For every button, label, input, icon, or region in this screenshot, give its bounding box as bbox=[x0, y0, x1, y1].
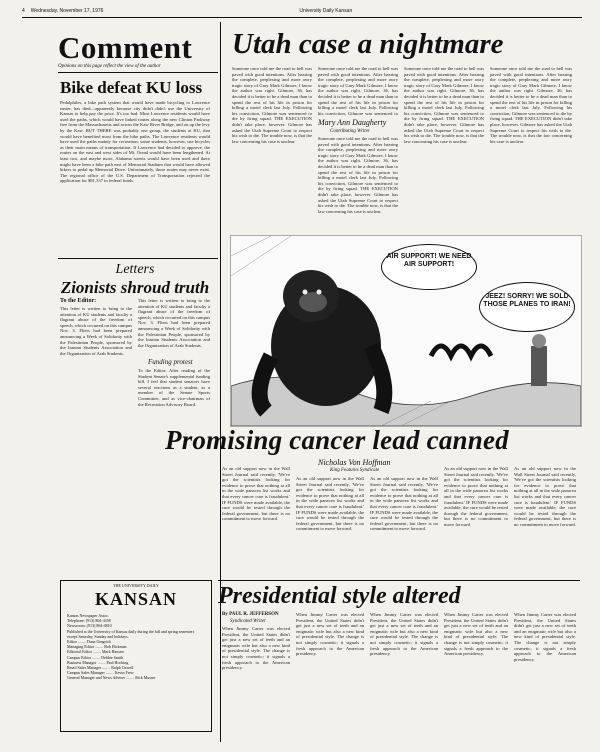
utah-byline: Mary Ann Daugherty bbox=[318, 118, 387, 127]
cancer-body-col1: As an old support now in the Wall Street Journal said recently, 'We've got the scientists looking for evidence to prove that nothing at all in the wide panacea list works and that every cancer cure is fraudulent.' IF FUNDS were made available, the cure would be tested through the federal government, but there is no commitment to move forward. bbox=[222, 466, 290, 522]
utah-headline: Utah case a nightmare bbox=[232, 28, 504, 60]
speech-bubble-right: JEEZ! SORRY! WE SOLD THOSE PLANES TO IRAN! bbox=[479, 282, 575, 332]
presidential-headline: Presidential style altered bbox=[218, 583, 461, 609]
page-number: 4 bbox=[22, 8, 25, 14]
zionists-headline: Zionists shroud truth bbox=[60, 278, 210, 297]
pres-rule bbox=[218, 580, 580, 581]
masthead-staff-line: Managing Editor ........ Bob Hickman bbox=[67, 644, 127, 650]
opinion-note: Opinions on this page reflect the view of the author bbox=[58, 64, 161, 69]
cancer-byline: Nicholas Von Hoffman bbox=[318, 458, 391, 467]
letters-body-col1: This letter is written to bring to the attention of KU students and faculty a flagrant abuse of the freedom of speech, which occurred on this campus Nov. 3. Fliers had been prepared announcing a Week of Solidarity with the Palestinian People, sponsored by the Iranian Students Association and the Organization of Arab Students. bbox=[60, 306, 132, 356]
masthead-top: THE UNIVERSITY DAILY bbox=[113, 583, 159, 588]
cancer-byline-role: King Features Syndicate bbox=[330, 468, 380, 473]
opinion-rule bbox=[58, 72, 218, 73]
bike-body-col1: Pedalphiles, a bike path system that would have made bicycling to Lawrence easier, has died—apparently because city didn't didn't use the University of Kansas to help pay the price. It's too bad. Most Lawrence residents would have used the paths, which would have linked routes along the new Clinton Parkway free from the Massachusetts and across the Kaw River Bridge, and on up the levy by the Kaw. BUT THERE was probably one group, the students at KU, that would have benefited most from the bike paths. The Lawrence residents would have used the paths mainly for recreation; some students, however, use bicycles as their main means of transportation. If Lawrence had decided to approve, the routes on the east and west sides of Mt. Oread would have been lengthened. At least two, and maybe more, Alabama streets would have been used and there might have been a bike path east of Memorial Stadium that would have allowed bikers to pedal up Memorial Drive. Unfortunately, those routes may never exist. The regional office of the U.S. Department of Transportation rejected the application for $81,337 in federal funds. bbox=[60, 100, 210, 184]
masthead-staff-line: Published at the University of Kansas daily during the fall and spring semesters except Saturday, Sunday and holidays. bbox=[67, 628, 195, 639]
masthead-staff bbox=[67, 613, 205, 681]
cancer-headline: Promising cancer lead canned bbox=[165, 425, 509, 455]
masthead-staff-line: Campus Editor ........ Debbie Smith bbox=[67, 654, 124, 660]
header-rule bbox=[22, 17, 582, 18]
masthead-staff-line: Campus Sales Manager ........ Kevin Frew bbox=[67, 670, 134, 676]
section-title: Comment bbox=[58, 30, 193, 65]
paper-name: University Daily Kansan bbox=[299, 8, 353, 14]
masthead-staff-line: Telephone: (913) 864-4358 bbox=[67, 618, 111, 624]
cancer-body-col2: As an old support now in the Wall Street Journal said recently, 'We've got the scientists looking for evidence to prove that nothing at all in the wide panacea list works and that every cancer cure is fraudulent.' IF FUNDS were made available, the cure would be tested through the federal government, but there is no commitment to move forward. bbox=[296, 476, 364, 532]
masthead-staff-line: Kansas Newspaper Assoc. bbox=[67, 613, 110, 618]
letters-to-editor: To the Editor: bbox=[60, 298, 97, 304]
letters-rule bbox=[58, 258, 218, 259]
utah-body-col4: Someone once told me the road to hell was paved with good intentions. After hearing the complete, perplexing and more awry tragic story of Gary Mark Gilmore, I know the author was right. Gilmore, 36, has decided it is better to be a dead man than to spend the rest of his life in prison for killing a motel clerk last July. Following his conviction, Gilmore was sentenced to die by firing squad. THE EXECUTION didn't take place, however. Gilmore has asked the Utah Supreme Court to respect his wish to die. The trouble now, is that the law concerning his case is unclear. bbox=[490, 66, 572, 144]
pres-body-col5: When Jimmy Carter was elected President, the United States didn't get just a new set of teeth and an enigmatic wife but also a new kind of presidential style. The change is not simply cosmetic; it signals a fresh approach to the American presidency. bbox=[514, 612, 576, 662]
pres-body-col3: When Jimmy Carter was elected President, the United States didn't get just a new set of teeth and an enigmatic wife but also a new kind of presidential style. The change is not simply cosmetic; it signals a fresh approach to the American presidency. bbox=[370, 612, 438, 657]
pres-byline-role: Syndicated Writer bbox=[230, 619, 266, 624]
masthead-staff-line: Business Manager ........ Paul Hocking bbox=[67, 659, 129, 665]
pres-body-col4: When Jimmy Carter was elected President, the United States didn't get just a new set of teeth and an enigmatic wife but also a new kind of presidential style. The change is not simply cosmetic; it signals a fresh approach to the American presidency. bbox=[444, 612, 508, 657]
cancer-body-col5: As an old support now in the Wall Street Journal said recently, 'We've got the scientists looking for evidence to prove that nothing at all in the wide panacea list works and that every cancer cure is fraudulent.' IF FUNDS were made available, the cure would be tested through the federal government, but there is no commitment to move forward. bbox=[514, 466, 576, 527]
utah-body-col2b: Someone once told me the road to hell was paved with good intentions. After hearing the complete, perplexing and more awry tragic story of Gary Mark Gilmore, I know the author was right. Gilmore, 36, has decided it is better to be a dead man than to spend the rest of his life in prison for killing a motel clerk last July. Following his conviction, Gilmore was sentenced to die by firing squad. THE EXECUTION didn't take place, however. Gilmore has asked the Utah Supreme Court to respect his wish to die. The trouble now, is that the law concerning his case is unclear. bbox=[318, 136, 398, 214]
page-date: Wednesday, November 17, 1976 bbox=[30, 8, 104, 14]
masthead-staff-line: General Manager and News Adviser ........ Rick Musser bbox=[67, 675, 156, 681]
masthead-staff-line: Retail Sales Manager ........ Ralph Oxwell bbox=[67, 665, 134, 671]
masthead-staff-line: Editorial Editor ........ Mark Hansen bbox=[67, 649, 124, 655]
cancer-body-col4: As an old support now in the Wall Street Journal said recently, 'We've got the scientists looking for evidence to prove that nothing at all in the wide panacea list works and that every cancer cure is fraudulent.' IF FUNDS were made available, the cure would be tested through the federal government, but there is no commitment to move forward. bbox=[444, 466, 508, 527]
utah-byline-role: Contributing Writer bbox=[330, 129, 370, 134]
letters-label: Letters bbox=[115, 262, 155, 277]
speech-bubble-left: AIR SUPPORT! WE NEED AIR SUPPORT! bbox=[381, 244, 477, 290]
utah-body-col1: Someone once told me the road to hell was paved with good intentions. After hearing the complete, perplexing and more awry tragic story of Gary Mark Gilmore, I know the author was right. Gilmore, 36, has decided it is better to be a dead man than to spend the rest of his life in prison for killing a motel clerk last July. Following his conviction, Gilmore was sentenced to die by firing squad. THE EXECUTION didn't take place, however. Gilmore has asked the Utah Supreme Court to respect his wish to die. The trouble now, is that the law concerning his case is unclear. bbox=[232, 66, 312, 144]
column-rule bbox=[220, 22, 221, 742]
pres-byline: By PAUL R. JEFFERSON bbox=[222, 612, 279, 617]
page-header bbox=[22, 6, 582, 16]
editorial-cartoon bbox=[230, 235, 582, 427]
funding-subhead: Funding protest bbox=[148, 358, 193, 366]
masthead-name: KANSAN bbox=[94, 589, 177, 609]
utah-body-col2: Someone once told me the road to hell was paved with good intentions. After hearing the complete, perplexing and more awry tragic story of Gary Mark Gilmore, I know the author was right. Gilmore, 36, has decided it is better to be a dead man than to spend the rest of his life in prison for killing a motel clerk last July. Following his conviction, Gilmore was sentenced to bbox=[318, 66, 398, 116]
cancer-body-col3: As an old support now in the Wall Street Journal said recently, 'We've got the scientists looking for evidence to prove that nothing at all in the wide panacea list works and that every cancer cure is fraudulent.' IF FUNDS were made available, the cure would be tested through the federal government, but there is no commitment to move forward. bbox=[370, 476, 438, 532]
bike-headline: Bike defeat KU loss bbox=[60, 78, 203, 97]
utah-body-col3: Someone once told me the road to hell was paved with good intentions. After hearing the complete, perplexing and more awry tragic story of Gary Mark Gilmore, I know the author was right. Gilmore, 36, has decided it is better to be a dead man than to spend the rest of his life in prison for killing a motel clerk last July. Following his conviction, Gilmore was sentenced to die by firing squad. THE EXECUTION didn't take place, however. Gilmore has asked the Utah Supreme Court to respect his wish to die. The trouble now, is that the law concerning his case is unclear. bbox=[404, 66, 484, 144]
letters-body-col2a: This letter is written to bring to the attention of KU students and faculty a flagrant abuse of the freedom of speech, which occurred on this campus Nov. 3. Fliers had been prepared announcing a Week of Solidarity with the Palestinian People, sponsored by the Iranian Students Association and the Organization of Arab Students. bbox=[138, 298, 210, 348]
pres-body-col2: When Jimmy Carter was elected President, the United States didn't get just a new set of teeth and an enigmatic wife but also a new kind of presidential style. The change is not simply cosmetic; it signals a fresh approach to the American presidency. bbox=[296, 612, 364, 657]
letters-body-col2b: To the Editor: After reading of the Student Senate's supplemental funding bill, I feel that student senators have several reactions as a student, as a member of the Senate Sports Committee, and as vice-chairman of the Recreation Advisory Board. bbox=[138, 368, 210, 407]
masthead-staff-line: Newsroom: (913) 864-4810 bbox=[67, 623, 112, 629]
pres-body-col1: When Jimmy Carter was elected President, the United States didn't get just a new set of teeth and an enigmatic wife but also a new kind of presidential style. The change is not simply cosmetic; it signals a fresh approach to the American presidency. bbox=[222, 626, 290, 671]
masthead-staff-line: Editor ........ Dana Gingrich bbox=[67, 639, 111, 645]
masthead bbox=[60, 580, 212, 732]
